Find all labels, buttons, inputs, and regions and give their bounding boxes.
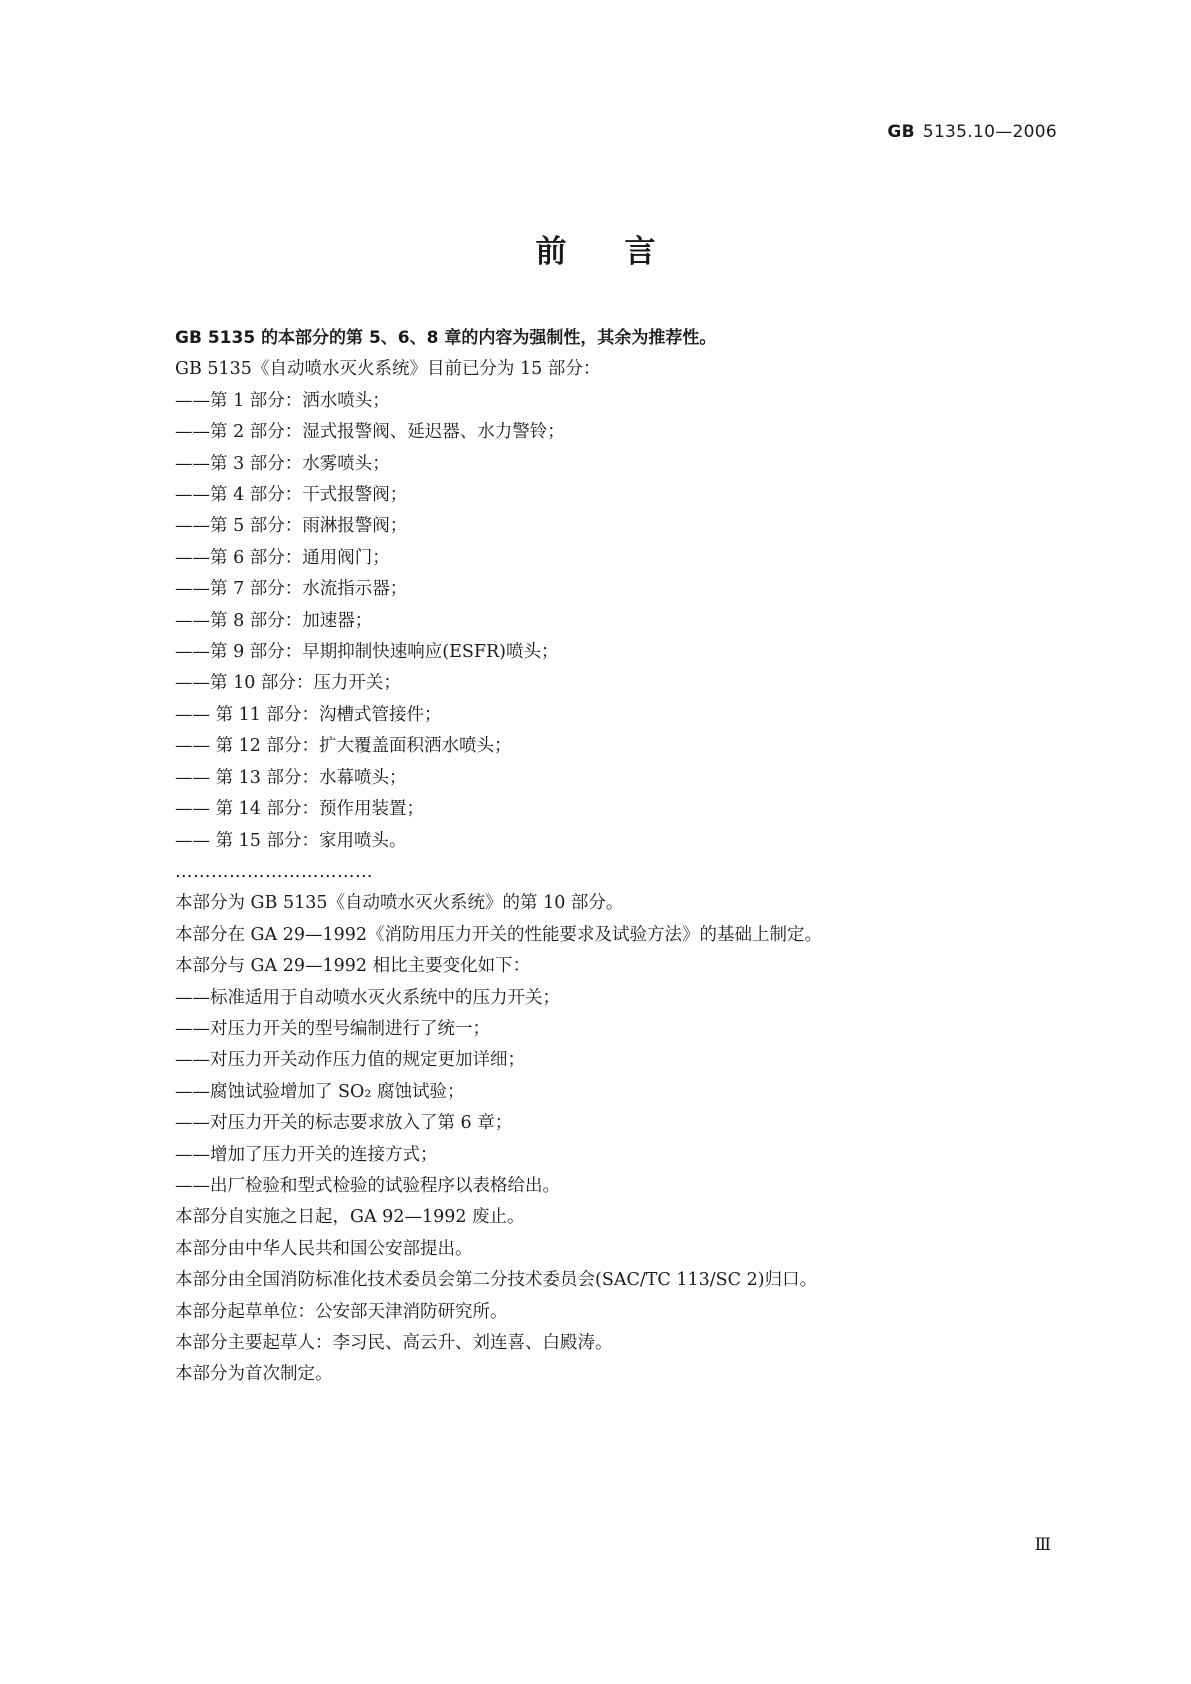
list-item: ——标准适用于自动喷水灭火系统中的压力开关； — [175, 987, 560, 1008]
basis-statement: 本部分在 GA 29—1992《消防用压力开关的性能要求及试验方法》的基础上制定。 — [175, 924, 823, 945]
list-item: ——第 10 部分：压力开关； — [175, 673, 401, 694]
foreword-body — [175, 323, 1035, 1391]
centralized-by: 本部分由全国消防标准化技术委员会第二分技术委员会(SAC/TC 113/SC 2)归口。 — [175, 1270, 818, 1291]
list-item: ——对压力开关的标志要求放入了第 6 章； — [175, 1113, 513, 1134]
list-item: ——第 2 部分：湿式报警阀、延迟器、水力警铃； — [175, 422, 565, 443]
first-edition: 本部分为首次制定。 — [175, 1364, 333, 1385]
standard-prefix: GB — [887, 122, 915, 142]
ellipsis-line: …………………………… — [175, 861, 373, 882]
list-item: —— 第 12 部分：扩大覆盖面积洒水喷头； — [175, 736, 512, 757]
page-title: 前言 — [535, 234, 714, 270]
list-item: ——第 6 部分：通用阀门； — [175, 547, 390, 568]
parts-list — [175, 386, 1035, 857]
list-item: —— 第 15 部分：家用喷头。 — [175, 830, 407, 851]
changes-list — [175, 983, 1035, 1203]
standard-number: 5135.10—2006 — [922, 122, 1057, 142]
list-item: ——第 9 部分：早期抑制快速响应(ESFR)喷头； — [175, 642, 559, 663]
list-item: ——第 3 部分：水雾喷头； — [175, 453, 390, 474]
standard-code — [887, 122, 1057, 142]
page-number: Ⅲ — [1034, 1535, 1051, 1555]
list-item: ——出厂检验和型式检验的试验程序以表格给出。 — [175, 1175, 560, 1196]
list-item: —— 第 11 部分：沟槽式管接件； — [175, 704, 442, 725]
list-item: ——增加了压力开关的连接方式； — [175, 1144, 438, 1165]
list-item: ——对压力开关的型号编制进行了统一； — [175, 1018, 490, 1039]
list-item: ——第 5 部分：雨淋报警阀； — [175, 516, 408, 537]
this-part-statement: 本部分为 GB 5135《自动喷水灭火系统》的第 10 部分。 — [175, 893, 624, 914]
list-item: —— 第 13 部分：水幕喷头； — [175, 767, 407, 788]
changes-intro: 本部分与 GA 29—1992 相比主要变化如下： — [175, 956, 531, 977]
list-item: ——第 8 部分：加速器； — [175, 610, 373, 631]
list-item: ——腐蚀试验增加了 SO₂ 腐蚀试验； — [175, 1081, 465, 1102]
list-item: ——第 7 部分：水流指示器； — [175, 579, 408, 600]
drafters: 本部分主要起草人：李习民、高云升、刘连喜、白殿涛。 — [175, 1333, 613, 1353]
list-item: ——对压力开关动作压力值的规定更加详细； — [175, 1050, 525, 1071]
proposed-by: 本部分由中华人民共和国公安部提出。 — [175, 1238, 473, 1259]
list-item: ——第 1 部分：洒水喷头； — [175, 390, 390, 411]
abolish-statement: 本部分自实施之日起，GA 92—1992 废止。 — [175, 1207, 525, 1228]
mandatory-note: GB 5135 的本部分的第 5、6、8 章的内容为强制性，其余为推荐性。 — [175, 328, 717, 348]
list-item: —— 第 14 部分：预作用装置； — [175, 799, 424, 820]
series-intro: GB 5135《自动喷水灭火系统》目前已分为 15 部分： — [175, 359, 601, 380]
drafting-unit: 本部分起草单位：公安部天津消防研究所。 — [175, 1301, 508, 1322]
list-item: ——第 4 部分：干式报警阀； — [175, 485, 408, 506]
